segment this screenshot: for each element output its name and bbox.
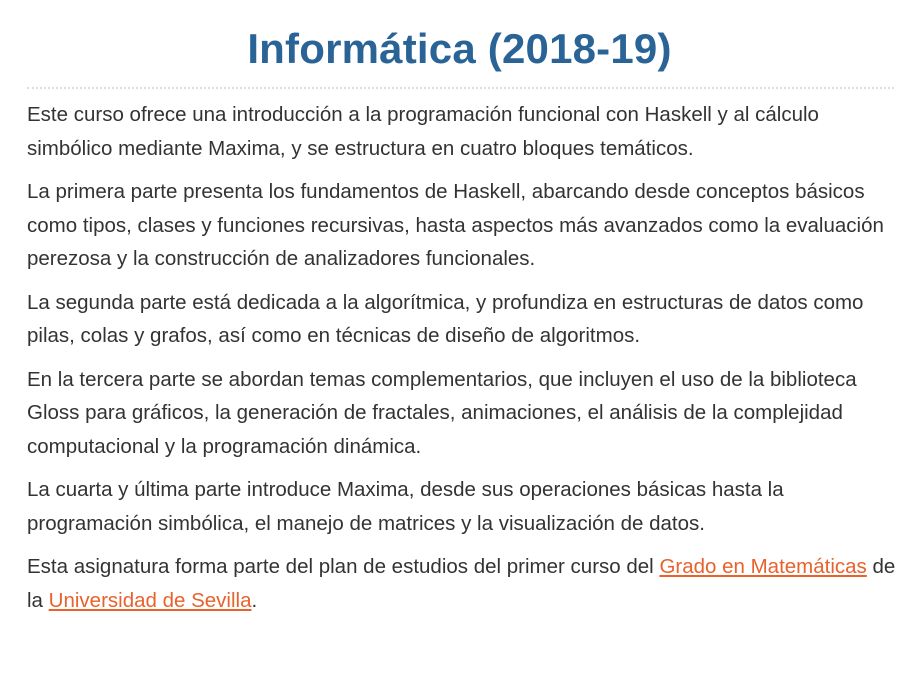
- part-one-paragraph: La primera parte presenta los fundamentos de Haskell, abarcando desde conceptos básicos como tipos, clases y funciones recursivas, hasta aspectos más avanzados como la evaluación perezosa y la construcción de analizadores funcionales.: [27, 180, 884, 270]
- grado-en-matematicas-link[interactable]: Grado en Matemáticas: [659, 555, 867, 578]
- closing-text-after: .: [251, 588, 258, 612]
- part-four-paragraph: La cuarta y última parte introduce Maxima, desde sus operaciones básicas hasta la programación simbólica, el manejo de matrices y la visualización de datos.: [27, 478, 784, 535]
- title-divider: [27, 87, 894, 89]
- closing-text-before: Esta asignatura forma parte del plan de estudios del primer curso del: [27, 555, 660, 578]
- universidad-de-sevilla-link[interactable]: Universidad de Sevilla: [48, 588, 252, 612]
- closing-paragraph: [27, 550, 897, 617]
- intro-paragraph: Este curso ofrece una introducción a la programación funcional con Haskell y al cálculo simbólico mediante Maxima, y se estructura en cuatro bloques temáticos.: [27, 103, 819, 160]
- closing-text-middle: de la: [27, 555, 896, 612]
- course-description: [27, 98, 897, 627]
- page-title: Informática (2018-19): [247, 25, 672, 72]
- part-three-paragraph: En la tercera parte se abordan temas complementarios, que incluyen el uso de la biblioteca Gloss para gráficos, la generación de fractales, animaciones, el análisis de la complejidad computacional y la programación dinámica.: [27, 367, 857, 458]
- part-two-paragraph: La segunda parte está dedicada a la algorítmica, y profundiza en estructuras de datos como pilas, colas y grafos, así como en técnicas de diseño de algoritmos.: [27, 290, 864, 347]
